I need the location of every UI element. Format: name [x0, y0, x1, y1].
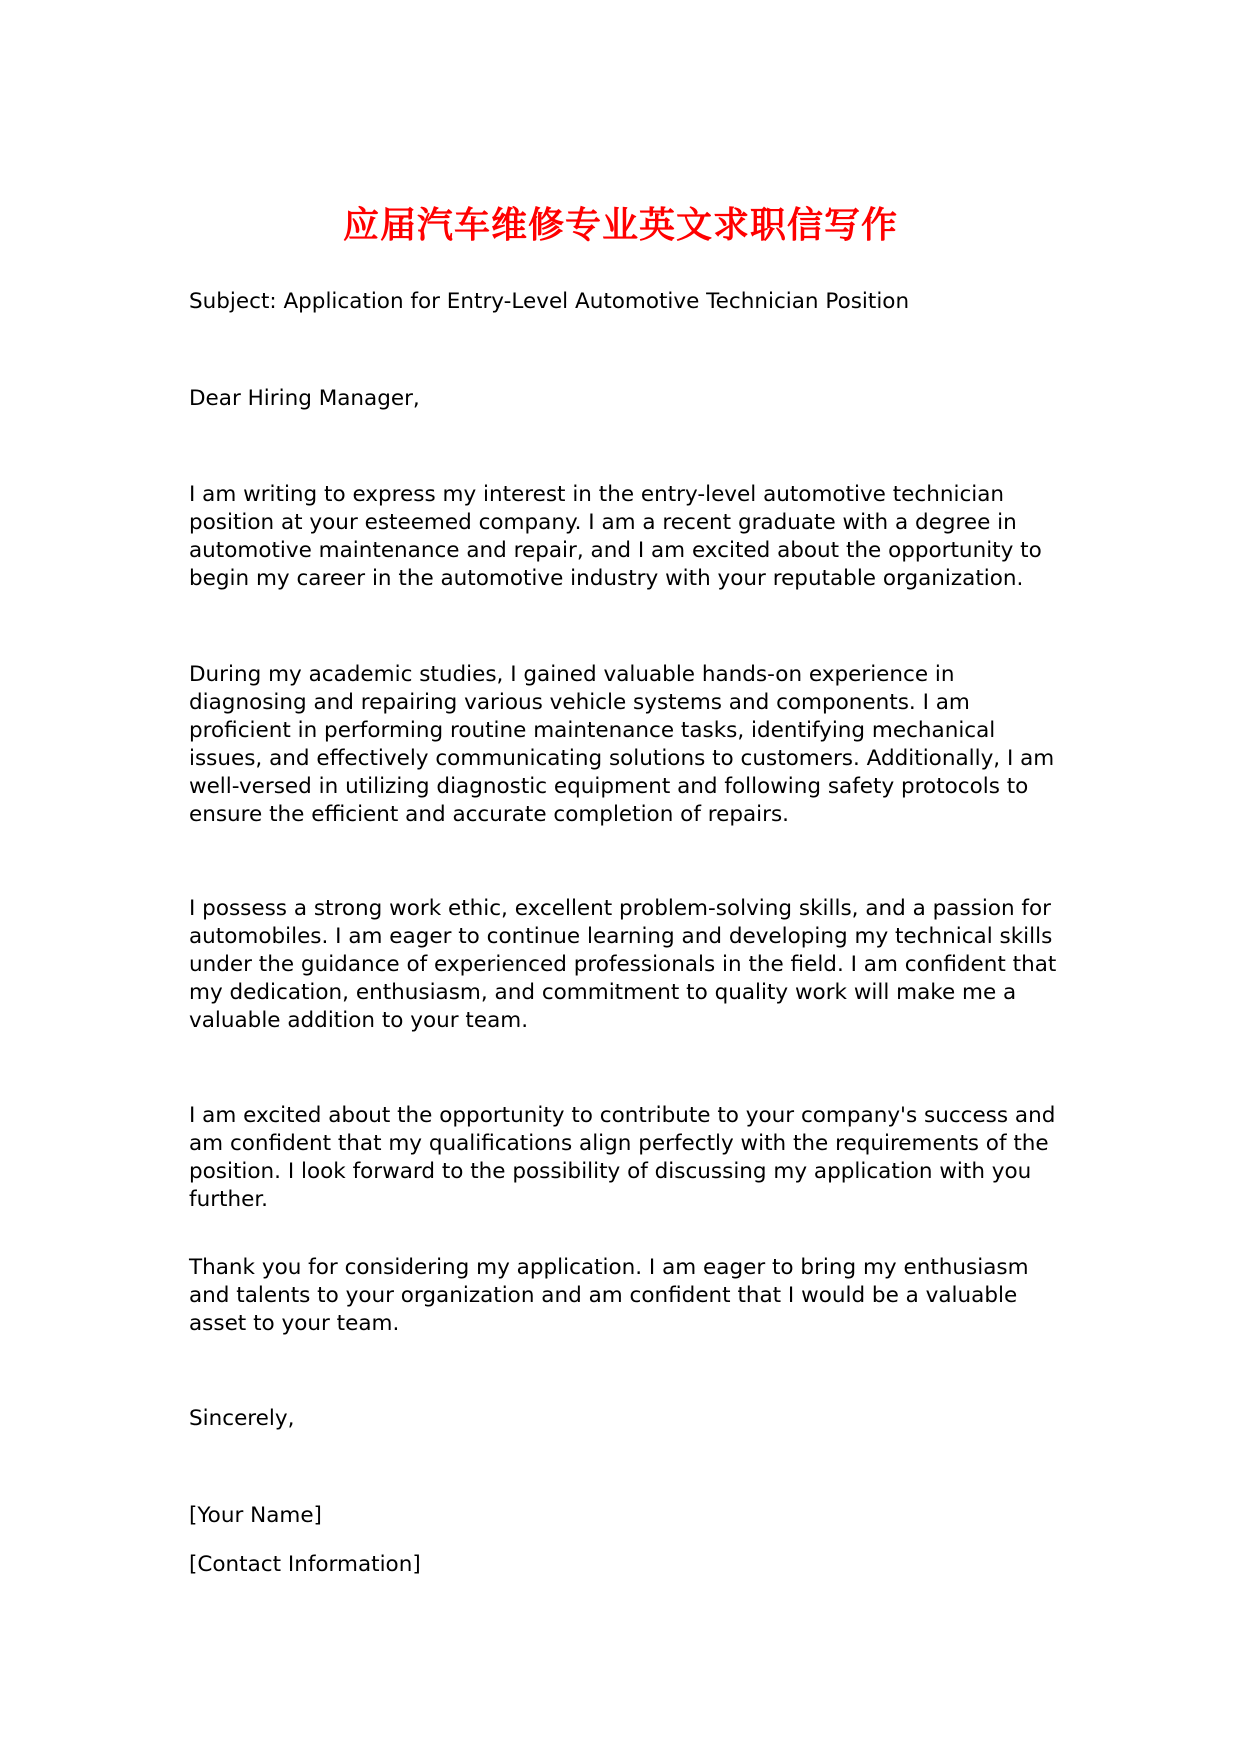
- paragraph-interest: I am writing to express my interest in the entry-level automotive technician position at your esteemed company. I am a recent graduate with a degree in automotive maintenance and repair, and I am excited about the opportunity to begin my career in the automotive industry with your reputable organization.: [189, 482, 1042, 591]
- name-placeholder: [Your Name]: [189, 1503, 322, 1528]
- closing: Sincerely,: [189, 1406, 295, 1431]
- subject-line: Subject: Application for Entry-Level Automotive Technician Position: [189, 289, 910, 314]
- salutation: Dear Hiring Manager,: [189, 386, 420, 411]
- paragraph-skills: I possess a strong work ethic, excellent problem-solving skills, and a passion for automobiles. I am eager to continue learning and developing my technical skills under the guidance of experienced professionals in the field. I am confident that my dedication, enthusiasm, and commitment to quality work will make me a valuable addition to your team.: [189, 896, 1057, 1033]
- paragraph-excitement: I am excited about the opportunity to contribute to your company's success and am confident that my qualifications align perfectly with the requirements of the position. I look forward to the possibility of discussing my application with you further.: [189, 1103, 1056, 1212]
- paragraph-experience: During my academic studies, I gained valuable hands-on experience in diagnosing and repairing various vehicle systems and components. I am proficient in performing routine maintenance tasks, identifying mechanical issues, and effectively communicating solutions to customers. Additionally, I am well-versed in utilizing diagnostic equipment and following safety protocols to ensure the efficient and accurate completion of repairs.: [189, 662, 1055, 827]
- document-title: 应届汽车维修专业英文求职信写作: [342, 205, 898, 247]
- contact-placeholder: [Contact Information]: [189, 1552, 421, 1577]
- paragraph-thanks: Thank you for considering my application. I am eager to bring my enthusiasm and talents to your organization and am confident that I would be a valuable asset to your team.: [189, 1255, 1029, 1336]
